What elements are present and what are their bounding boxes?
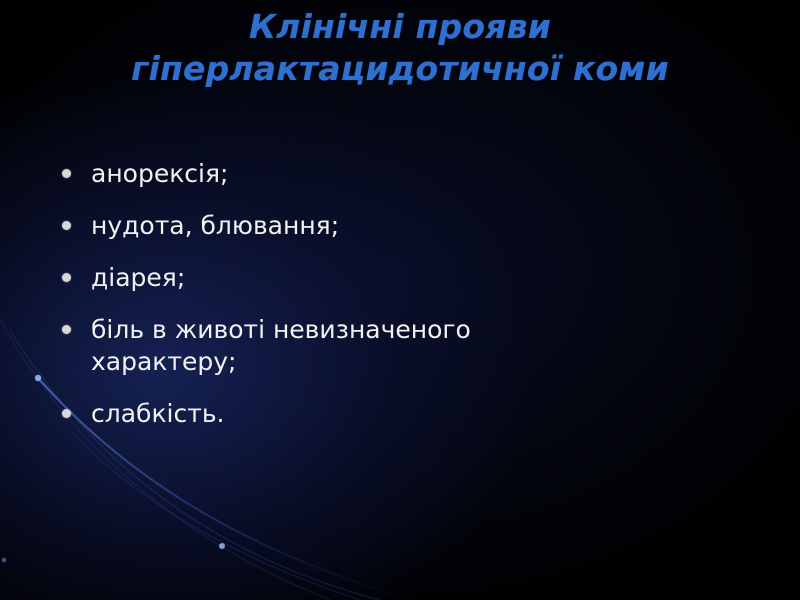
list-item — [62, 158, 722, 190]
list-item-label: слабкість. — [91, 399, 225, 428]
bullet-point-icon — [62, 169, 71, 178]
list-item-label: нудота, блювання; — [91, 211, 340, 240]
slide-title-line-2: гіперлактацидотичної коми — [131, 49, 669, 89]
list-item-label: діарея; — [91, 263, 186, 292]
bullet-point-icon — [62, 409, 71, 418]
bullet-point-icon — [62, 273, 71, 282]
list-item — [62, 210, 722, 242]
bullet-point-icon — [62, 325, 71, 334]
list-item-label: анорексія; — [91, 159, 229, 188]
list-item-label: біль в животі невизначеного характеру; — [91, 315, 471, 376]
list-item — [62, 398, 722, 430]
bullet-point-icon — [62, 221, 71, 230]
list-item — [62, 262, 722, 294]
slide-title-line-1: Клінічні прояви — [248, 7, 552, 46]
bullet-list — [62, 158, 722, 450]
slide-title — [40, 6, 760, 90]
list-item — [62, 314, 722, 378]
